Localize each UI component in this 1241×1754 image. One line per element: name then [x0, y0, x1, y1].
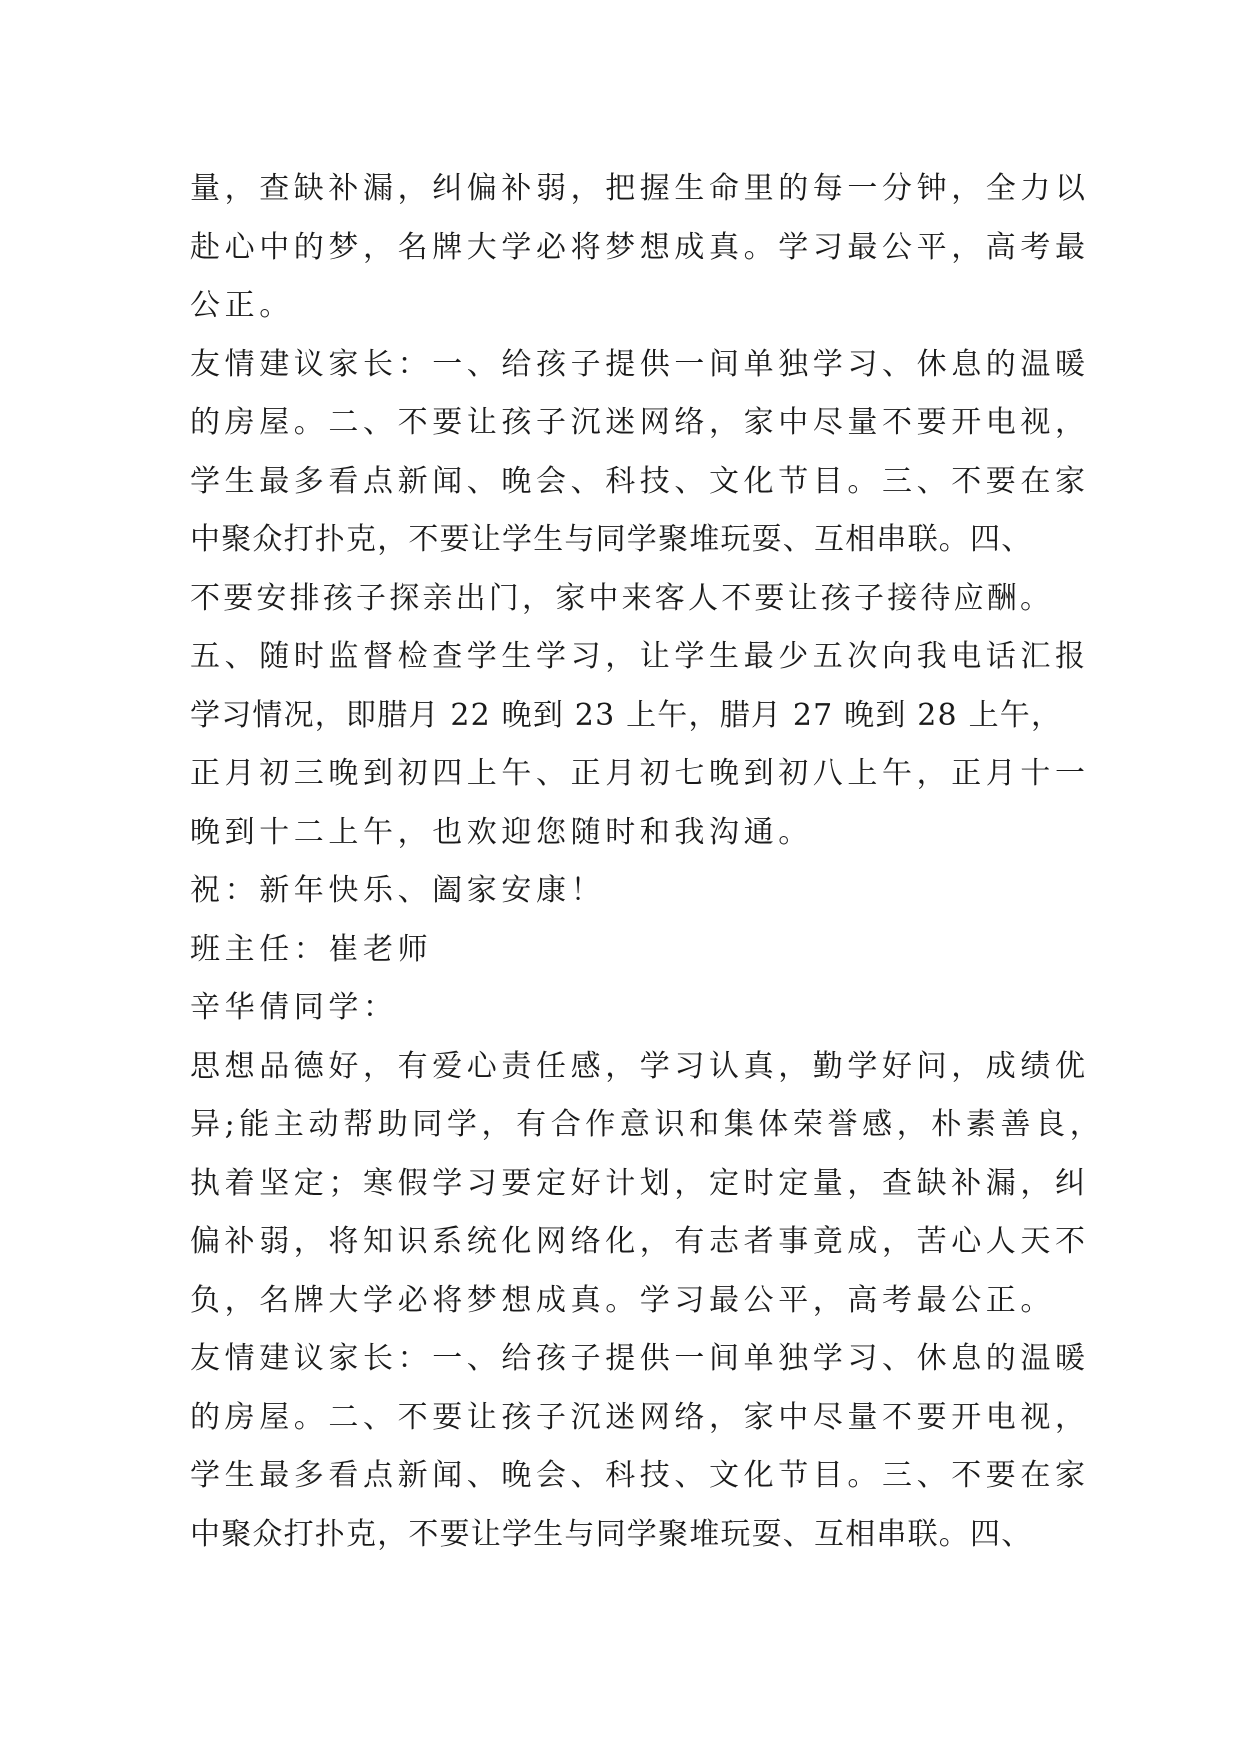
text-line: 偏补弱，将知识系统化网络化，有志者事竟成，苦心人天不: [190, 1224, 1090, 1259]
text-line: 祝：新年快乐、阖家安康！: [190, 873, 606, 908]
document-body: [190, 160, 1105, 1564]
text-line: 中聚众打扑克，不要让学生与同学聚堆玩耍、互相串联。四、: [190, 1516, 1033, 1552]
text-line: 学习情况，即腊月 22 晚到 23 上午，腊月 27 晚到 28 上午，: [190, 697, 1063, 733]
text-line: 的房屋。二、不要让孩子沉迷网络，家中尽量不要开电视，: [190, 405, 1090, 440]
text-line: 中聚众打扑克，不要让学生与同学聚堆玩耍、互相串联。四、: [190, 522, 1033, 557]
text-line: 执着坚定；寒假学习要定好计划，定时定量，查缺补漏，纠: [190, 1165, 1090, 1201]
text-line: 正月初三晚到初四上午、正月初七晚到初八上午，正月十一: [190, 756, 1090, 791]
text-line: 学生最多看点新闻、晚会、科技、文化节目。三、不要在家: [190, 463, 1090, 499]
text-line: 的房屋。二、不要让孩子沉迷网络，家中尽量不要开电视，: [190, 1399, 1090, 1435]
text-line: 赴心中的梦，名牌大学必将梦想成真。学习最公平，高考最: [190, 229, 1090, 265]
text-line: 公正。: [190, 288, 294, 323]
text-line: 异;能主动帮助同学，有合作意识和集体荣誉感，朴素善良，: [190, 1107, 1105, 1142]
text-line: 学生最多看点新闻、晚会、科技、文化节目。三、不要在家: [190, 1458, 1090, 1493]
text-line: 量，查缺补漏，纠偏补弱，把握生命里的每一分钟，全力以: [190, 171, 1090, 206]
text-line: 友情建议家长：一、给孩子提供一间单独学习、休息的温暖: [190, 346, 1090, 382]
text-line: 负，名牌大学必将梦想成真。学习最公平，高考最公正。: [190, 1282, 1055, 1318]
text-line: 友情建议家长：一、给孩子提供一间单独学习、休息的温暖: [190, 1341, 1090, 1376]
text-line: 班主任：崔老师: [190, 931, 433, 967]
text-line: 晚到十二上午，也欢迎您随时和我沟通。: [190, 814, 813, 850]
text-line: 辛华倩同学：: [190, 990, 398, 1025]
text-line: 不要安排孩子探亲出门，家中来客人不要让孩子接待应酬。: [190, 580, 1054, 616]
text-line: 思想品德好，有爱心责任感，学习认真，勤学好问，成绩优: [190, 1048, 1090, 1084]
text-line: 五、随时监督检查学生学习，让学生最少五次向我电话汇报: [190, 639, 1090, 674]
